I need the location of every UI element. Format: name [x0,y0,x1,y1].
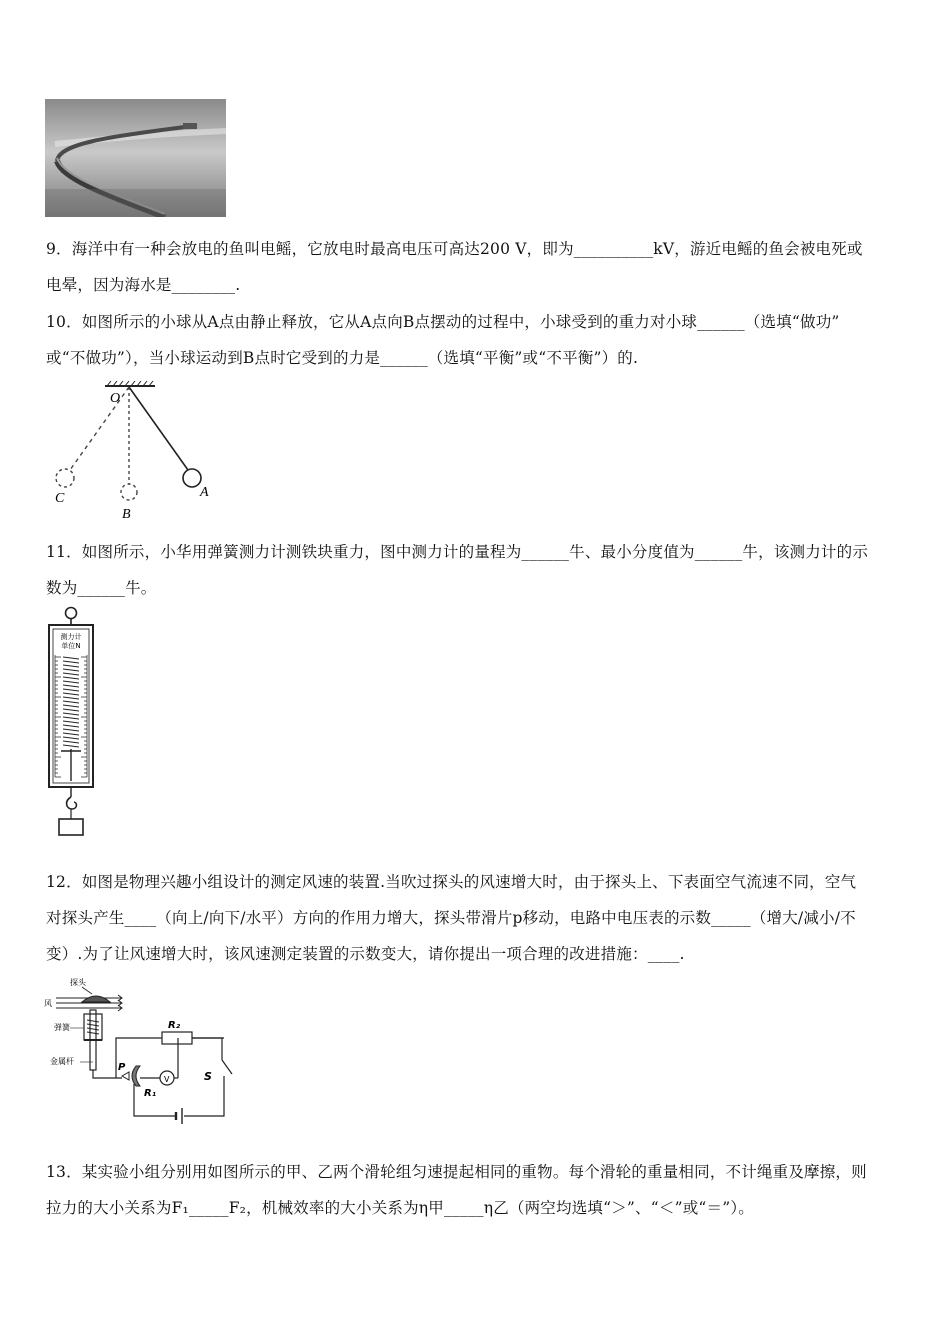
bridge-photo [45,99,226,217]
label-c: C [55,491,65,506]
q10-line1: 10．如图所示的小球从A点由静止释放，它从A点向B点摆动的过程中，小球受到的重力对小球______（选填“做功” [46,313,840,331]
label-probe: 探头 [70,978,86,987]
label-spring: 弹簧 [54,1023,70,1032]
q10-line2: 或“不做功”），当小球运动到B点时它受到的力是______（选填“平衡”或“不平衡”）的. [46,349,639,367]
q12-line2: 对探头产生____（向上/向下/水平）方向的作用力增大，探头带滑片p移动，电路中电压表的示数_____（增大/减小/不 [46,909,856,927]
label-b: B [122,507,131,522]
wind-speed-circuit-diagram [44,976,244,1126]
spring-scale-diagram [44,605,104,840]
label-wind: 风 [44,999,52,1008]
label-o: O [110,391,121,406]
label-r2: R₂ [168,1020,181,1031]
label-s: S [204,1070,212,1083]
label-r1: R₁ [144,1088,157,1099]
label-metal-rod: 金属杆 [50,1057,74,1066]
q13-line1: 13．某实验小组分别用如图所示的甲、乙两个滑轮组匀速提起相同的重物。每个滑轮的重量相同，不计绳重及摩擦，则 [46,1163,867,1181]
q9-line1: 9．海洋中有一种会放电的鱼叫电鳐，它放电时最高电压可高达200 V，即为__________kV，游近电鳐的鱼会被电死或 [46,240,863,258]
label-v: V [164,1075,170,1084]
q12-line3: 变）.为了让风速增大时，该风速测定装置的示数变大，请你提出一项合理的改进措施：____. [46,945,685,963]
q11-line1: 11．如图所示，小华用弹簧测力计测铁块重力，图中测力计的量程为______牛、最小分度值为______牛，该测力计的示 [46,543,869,561]
label-p: P [118,1062,126,1073]
label-a: A [200,485,209,500]
q12-line1: 12．如图是物理兴趣小组设计的测定风速的装置.当吹过探头的风速增大时，由于探头上、下表面空气流速不同，空气 [46,873,857,891]
scale-title: 测力计 [60,633,82,641]
q13-line2: 拉力的大小关系为F₁_____F₂，机械效率的大小关系为η甲_____η乙（两空均选填“＞”、“＜”或“＝”）。 [46,1199,755,1217]
pendulum-diagram [50,378,230,523]
q9-line2: 电晕，因为海水是________. [46,276,241,294]
q11-line2: 数为______牛。 [46,579,157,597]
scale-unit: 单位N [61,642,81,650]
